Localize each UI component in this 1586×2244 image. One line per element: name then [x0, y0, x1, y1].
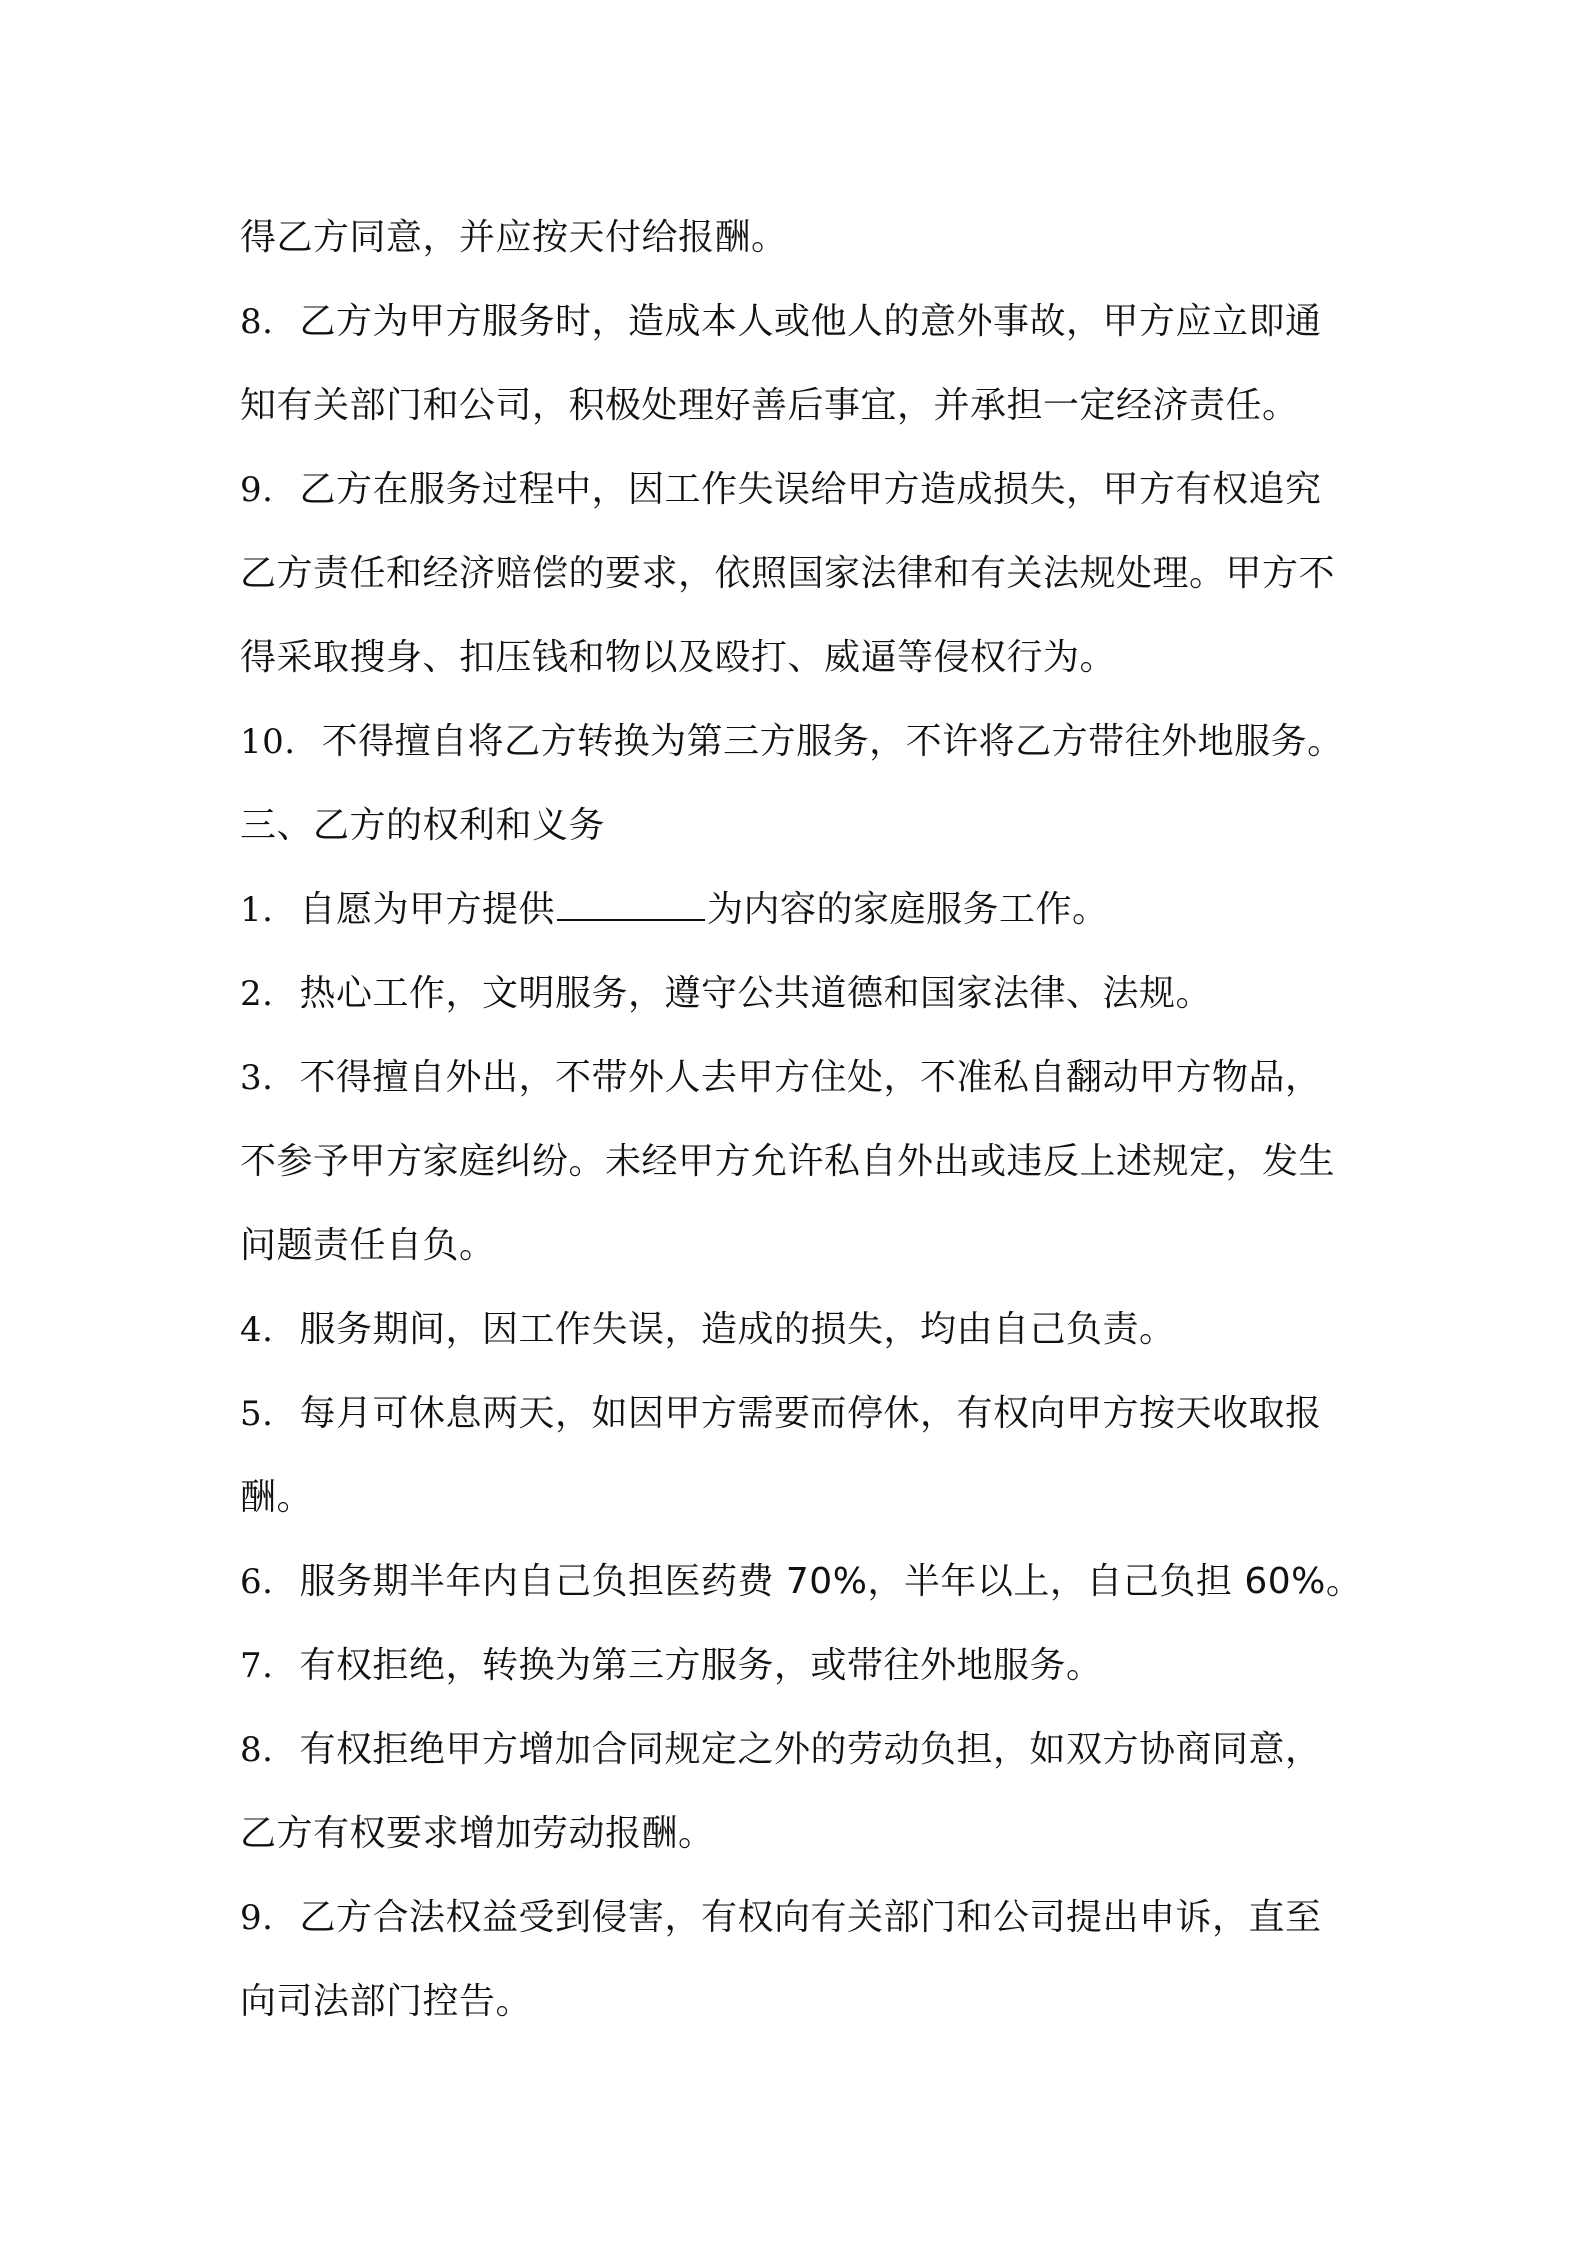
line-text: 得乙方同意，并应按天付给报酬。 [240, 217, 788, 258]
clause-number: 3. [240, 1058, 274, 1098]
clause-line [240, 1876, 1370, 1960]
line-text: 每月可休息两天，如因甲方需要而停休，有权向甲方按天收取报 [299, 1393, 1322, 1434]
line-text-before-blank: 自愿为甲方提供 [299, 889, 555, 930]
clause-line [240, 700, 1370, 784]
line-text: 乙方合法权益受到侵害，有权向有关部门和公司提出申诉，直至 [299, 1897, 1322, 1938]
line-text-after-blank: 为内容的家庭服务工作。 [706, 889, 1109, 930]
clause-number: 4. [240, 1310, 274, 1350]
text-line [240, 1120, 1370, 1204]
clause-number: 2. [240, 974, 274, 1014]
text-line [240, 196, 1370, 280]
clause-line [240, 448, 1370, 532]
line-text: 问题责任自负。 [240, 1225, 496, 1266]
clause-number: 6. [240, 1562, 274, 1602]
clause-line [240, 1288, 1370, 1372]
line-text: 乙方有权要求增加劳动报酬。 [240, 1813, 715, 1854]
fill-in-blank[interactable] [557, 885, 705, 921]
clause-number: 9. [240, 1898, 274, 1938]
clause-number: 5. [240, 1394, 274, 1434]
clause-number: 7. [240, 1646, 274, 1686]
text-line [240, 1960, 1370, 2044]
line-text: 酬。 [240, 1477, 314, 1518]
clause-number: 8. [240, 1730, 274, 1770]
clause-number: 1. [240, 890, 274, 930]
line-text: 向司法部门控告。 [240, 1981, 533, 2022]
line-text: 乙方为甲方服务时，造成本人或他人的意外事故，甲方应立即通 [299, 301, 1322, 342]
text-line [240, 1792, 1370, 1876]
line-text: 服务期半年内自己负担医药费 70%，半年以上，自己负担 60%。 [299, 1561, 1363, 1602]
clause-line [240, 1036, 1370, 1120]
clause-line [240, 1708, 1370, 1792]
line-text: 得采取搜身、扣压钱和物以及殴打、威逼等侵权行为。 [240, 637, 1117, 678]
text-line [240, 532, 1370, 616]
text-line [240, 1456, 1370, 1540]
line-text: 服务期间，因工作失误，造成的损失，均由自己负责。 [299, 1309, 1176, 1350]
clause-number: 10. [240, 722, 296, 762]
clause-line [240, 952, 1370, 1036]
line-text: 热心工作，文明服务，遵守公共道德和国家法律、法规。 [299, 973, 1212, 1014]
text-line [240, 616, 1370, 700]
line-text: 知有关部门和公司，积极处理好善后事宜，并承担一定经济责任。 [240, 385, 1299, 426]
clause-number: 8. [240, 302, 274, 342]
line-text: 有权拒绝甲方增加合同规定之外的劳动负担，如双方协商同意， [299, 1729, 1322, 1770]
clause-line [240, 868, 1370, 952]
clause-line [240, 1624, 1370, 1708]
clause-line [240, 280, 1370, 364]
line-text: 乙方责任和经济赔偿的要求，依照国家法律和有关法规处理。甲方不 [240, 553, 1336, 594]
line-text: 不得擅自外出，不带外人去甲方住处，不准私自翻动甲方物品， [299, 1057, 1322, 1098]
text-line [240, 364, 1370, 448]
line-text: 有权拒绝，转换为第三方服务，或带往外地服务。 [299, 1645, 1103, 1686]
clause-line [240, 1540, 1370, 1624]
line-text: 乙方在服务过程中，因工作失误给甲方造成损失，甲方有权追究 [299, 469, 1322, 510]
clause-line [240, 1372, 1370, 1456]
line-text: 不得擅自将乙方转换为第三方服务，不许将乙方带往外地服务。 [321, 721, 1344, 762]
document-body [240, 196, 1370, 2044]
section-heading-text: 三、乙方的权利和义务 [240, 805, 606, 846]
line-text: 不参予甲方家庭纠纷。未经甲方允许私自外出或违反上述规定，发生 [240, 1141, 1336, 1182]
text-line [240, 1204, 1370, 1288]
clause-number: 9. [240, 470, 274, 510]
section-heading [240, 784, 1370, 868]
